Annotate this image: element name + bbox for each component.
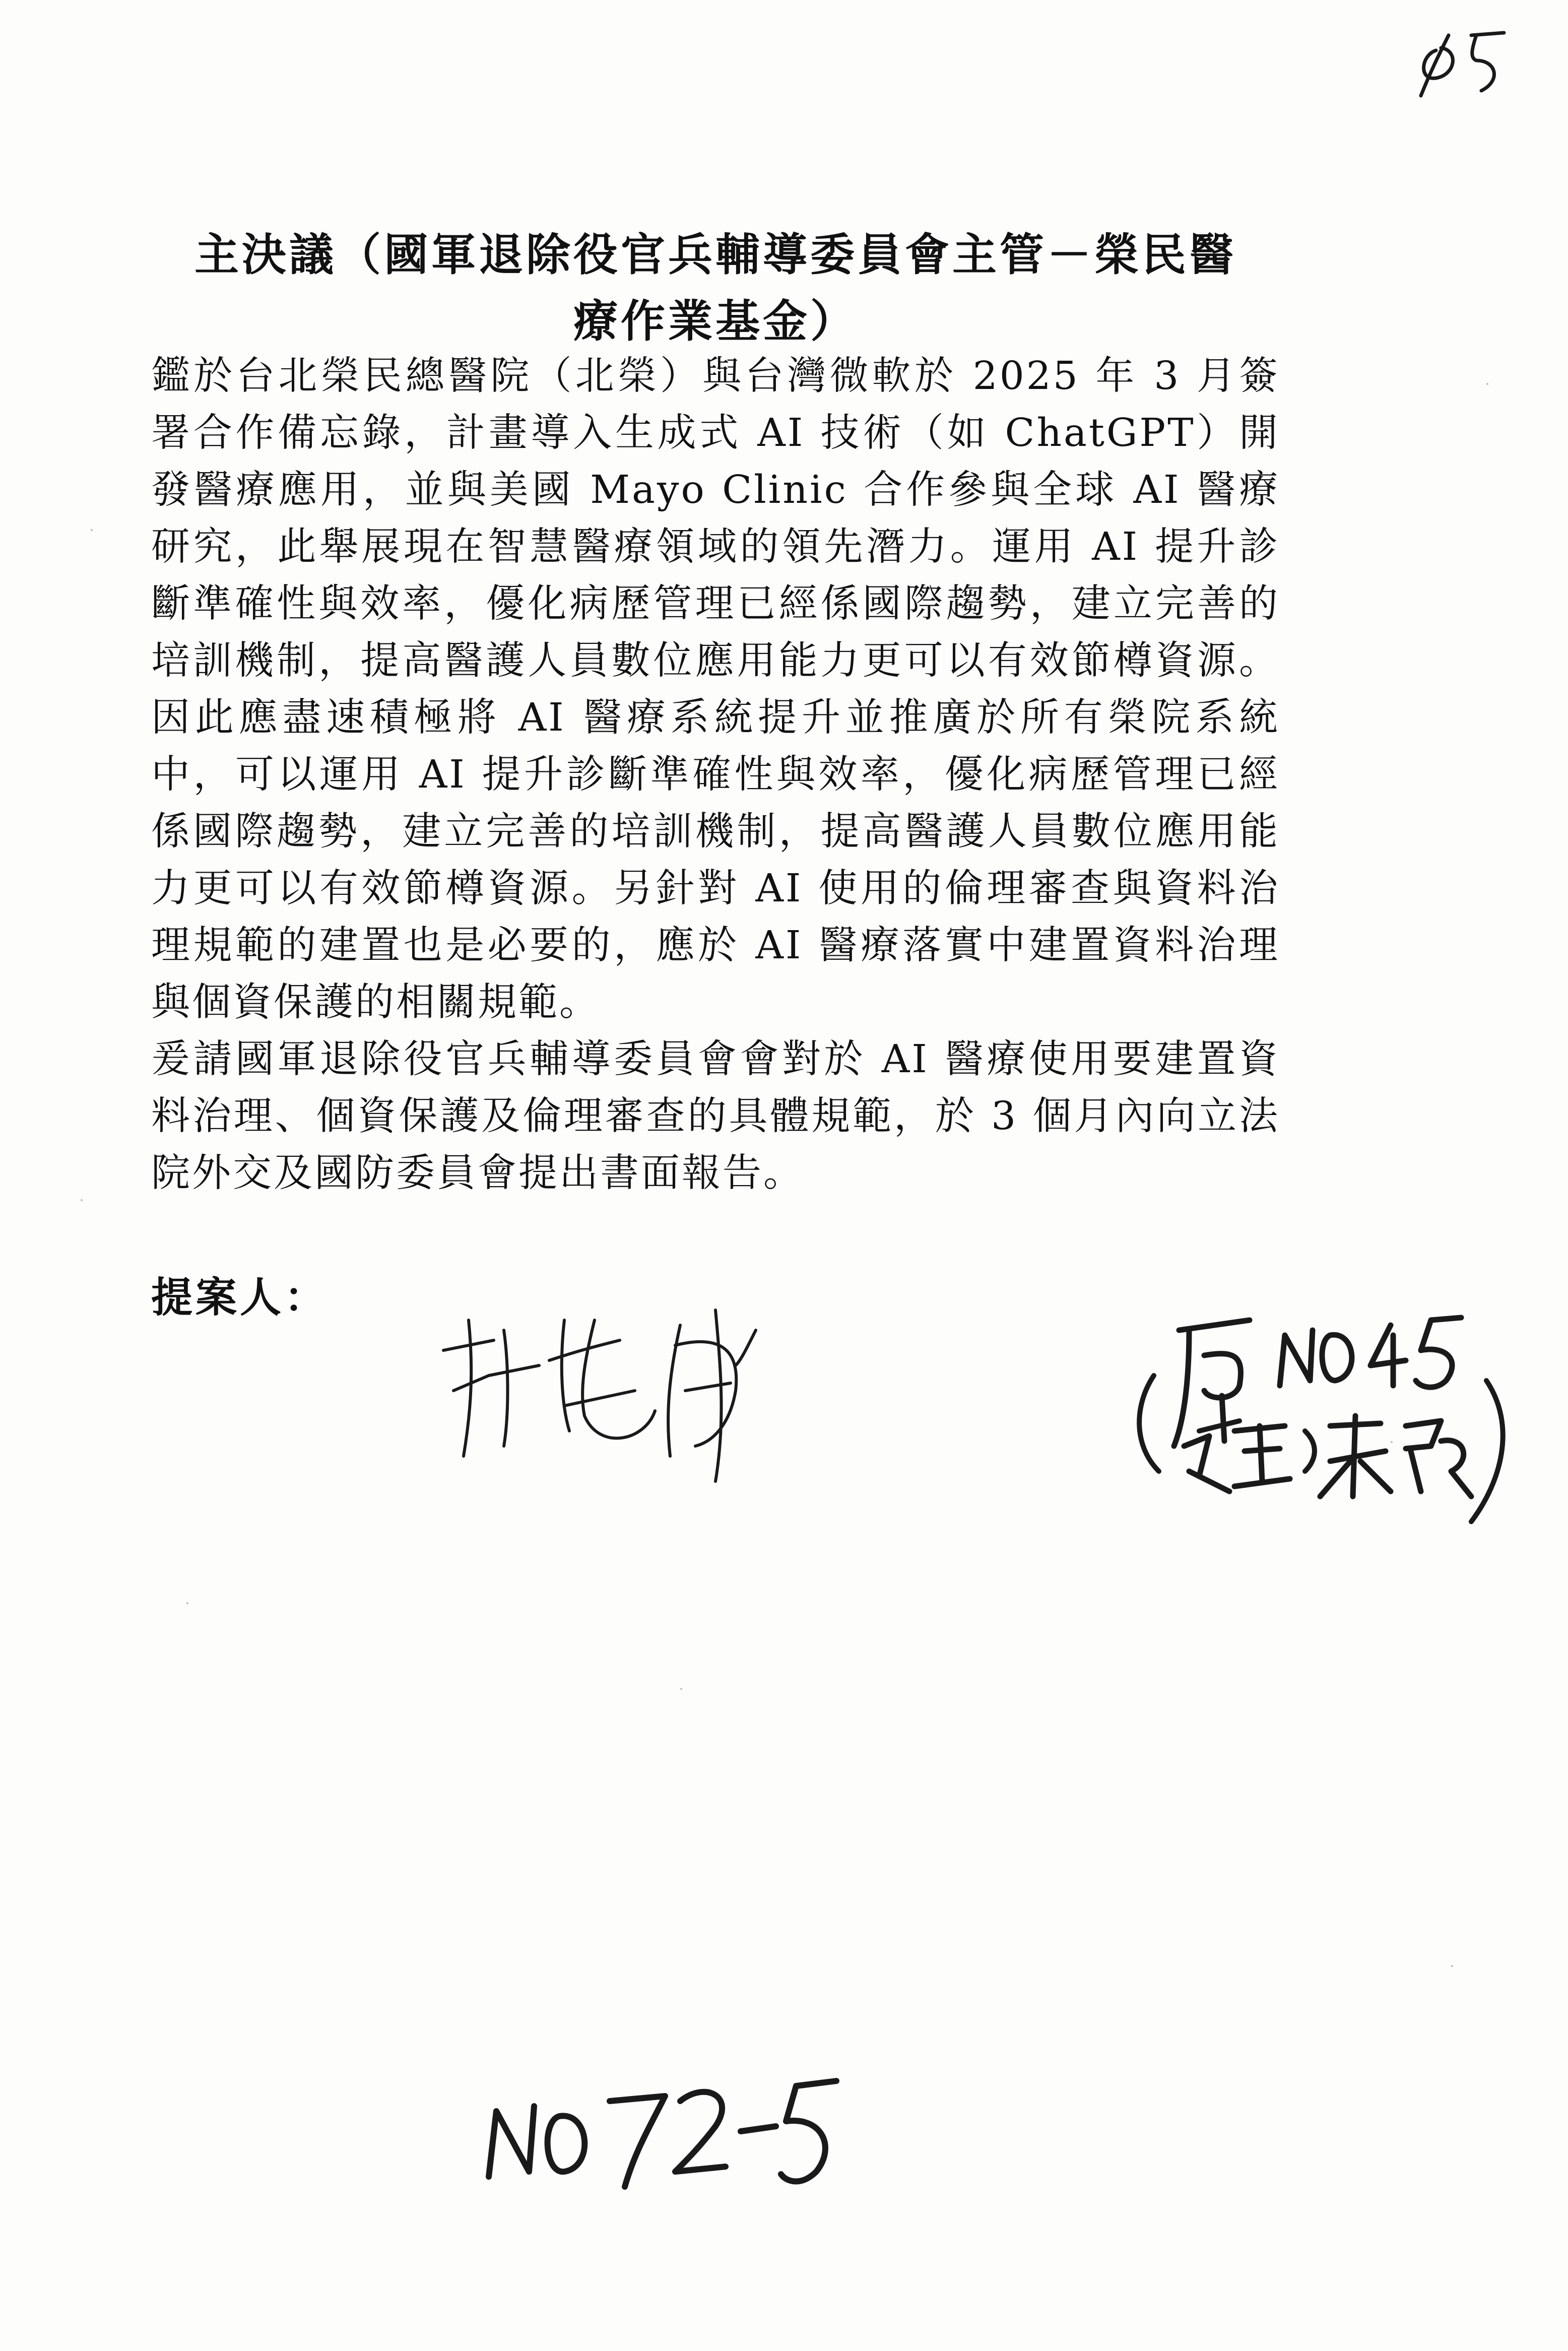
resolution-body xyxy=(151,348,1280,1202)
document-title xyxy=(151,222,1280,355)
scan-speck xyxy=(680,1688,682,1690)
title-line-2: 療作業基金） xyxy=(573,295,858,347)
handwritten-annotation xyxy=(1119,1280,1522,1552)
scan-speck xyxy=(91,529,93,531)
proposer-label: 提案人： xyxy=(151,1274,329,1322)
scan-speck xyxy=(1486,383,1488,385)
scan-speck xyxy=(1451,1965,1453,1967)
handwritten-signature xyxy=(433,1290,836,1501)
scan-speck xyxy=(186,1602,188,1604)
body-paragraph-1: 鑑於台北榮民總醫院（北榮）與台灣微軟於 2025 年 3 月簽署合作備忘錄，計畫導入生成式 AI 技術（如 ChatGPT）開發醫療應用，並與美國 Mayo Clinic 合作參與全球 AI 醫療研究，此舉展現在智慧醫療領域的領先潛力。運用 AI 提升診斷準確性與效率，優化病歷管理已經係國際趨勢，建立完善的培訓機制，提高醫護人員數位應用能力更可以有效節樽資源。因此應盡速積極將 AI 醫療系統提升並推廣於所有榮院系統中，可以運用 AI 提升診斷準確性與效率，優化病歷管理已經係國際趨勢，建立完善的培訓機制，提高醫護人員數位應用能力更可以有效節樽資源。另針對 AI 使用的倫理審查與資料治理規範的建置也是必要的，應於 AI 醫療落實中建置資料治理與個資保護的相關規範。 xyxy=(151,354,1280,1025)
handwritten-page-number xyxy=(1401,20,1517,106)
handwritten-reference-number xyxy=(474,2046,877,2207)
scan-speck xyxy=(81,1199,83,1201)
title-line-1: 主決議（國軍退除役官兵輔導委員會主管－榮民醫 xyxy=(194,229,1236,281)
body-paragraph-2: 爰請國軍退除役官兵輔導委員會會對於 AI 醫療使用要建置資料治理、個資保護及倫理審查的具體規範，於 3 個月內向立法院外交及國防委員會提出書面報告。 xyxy=(151,1037,1280,1196)
